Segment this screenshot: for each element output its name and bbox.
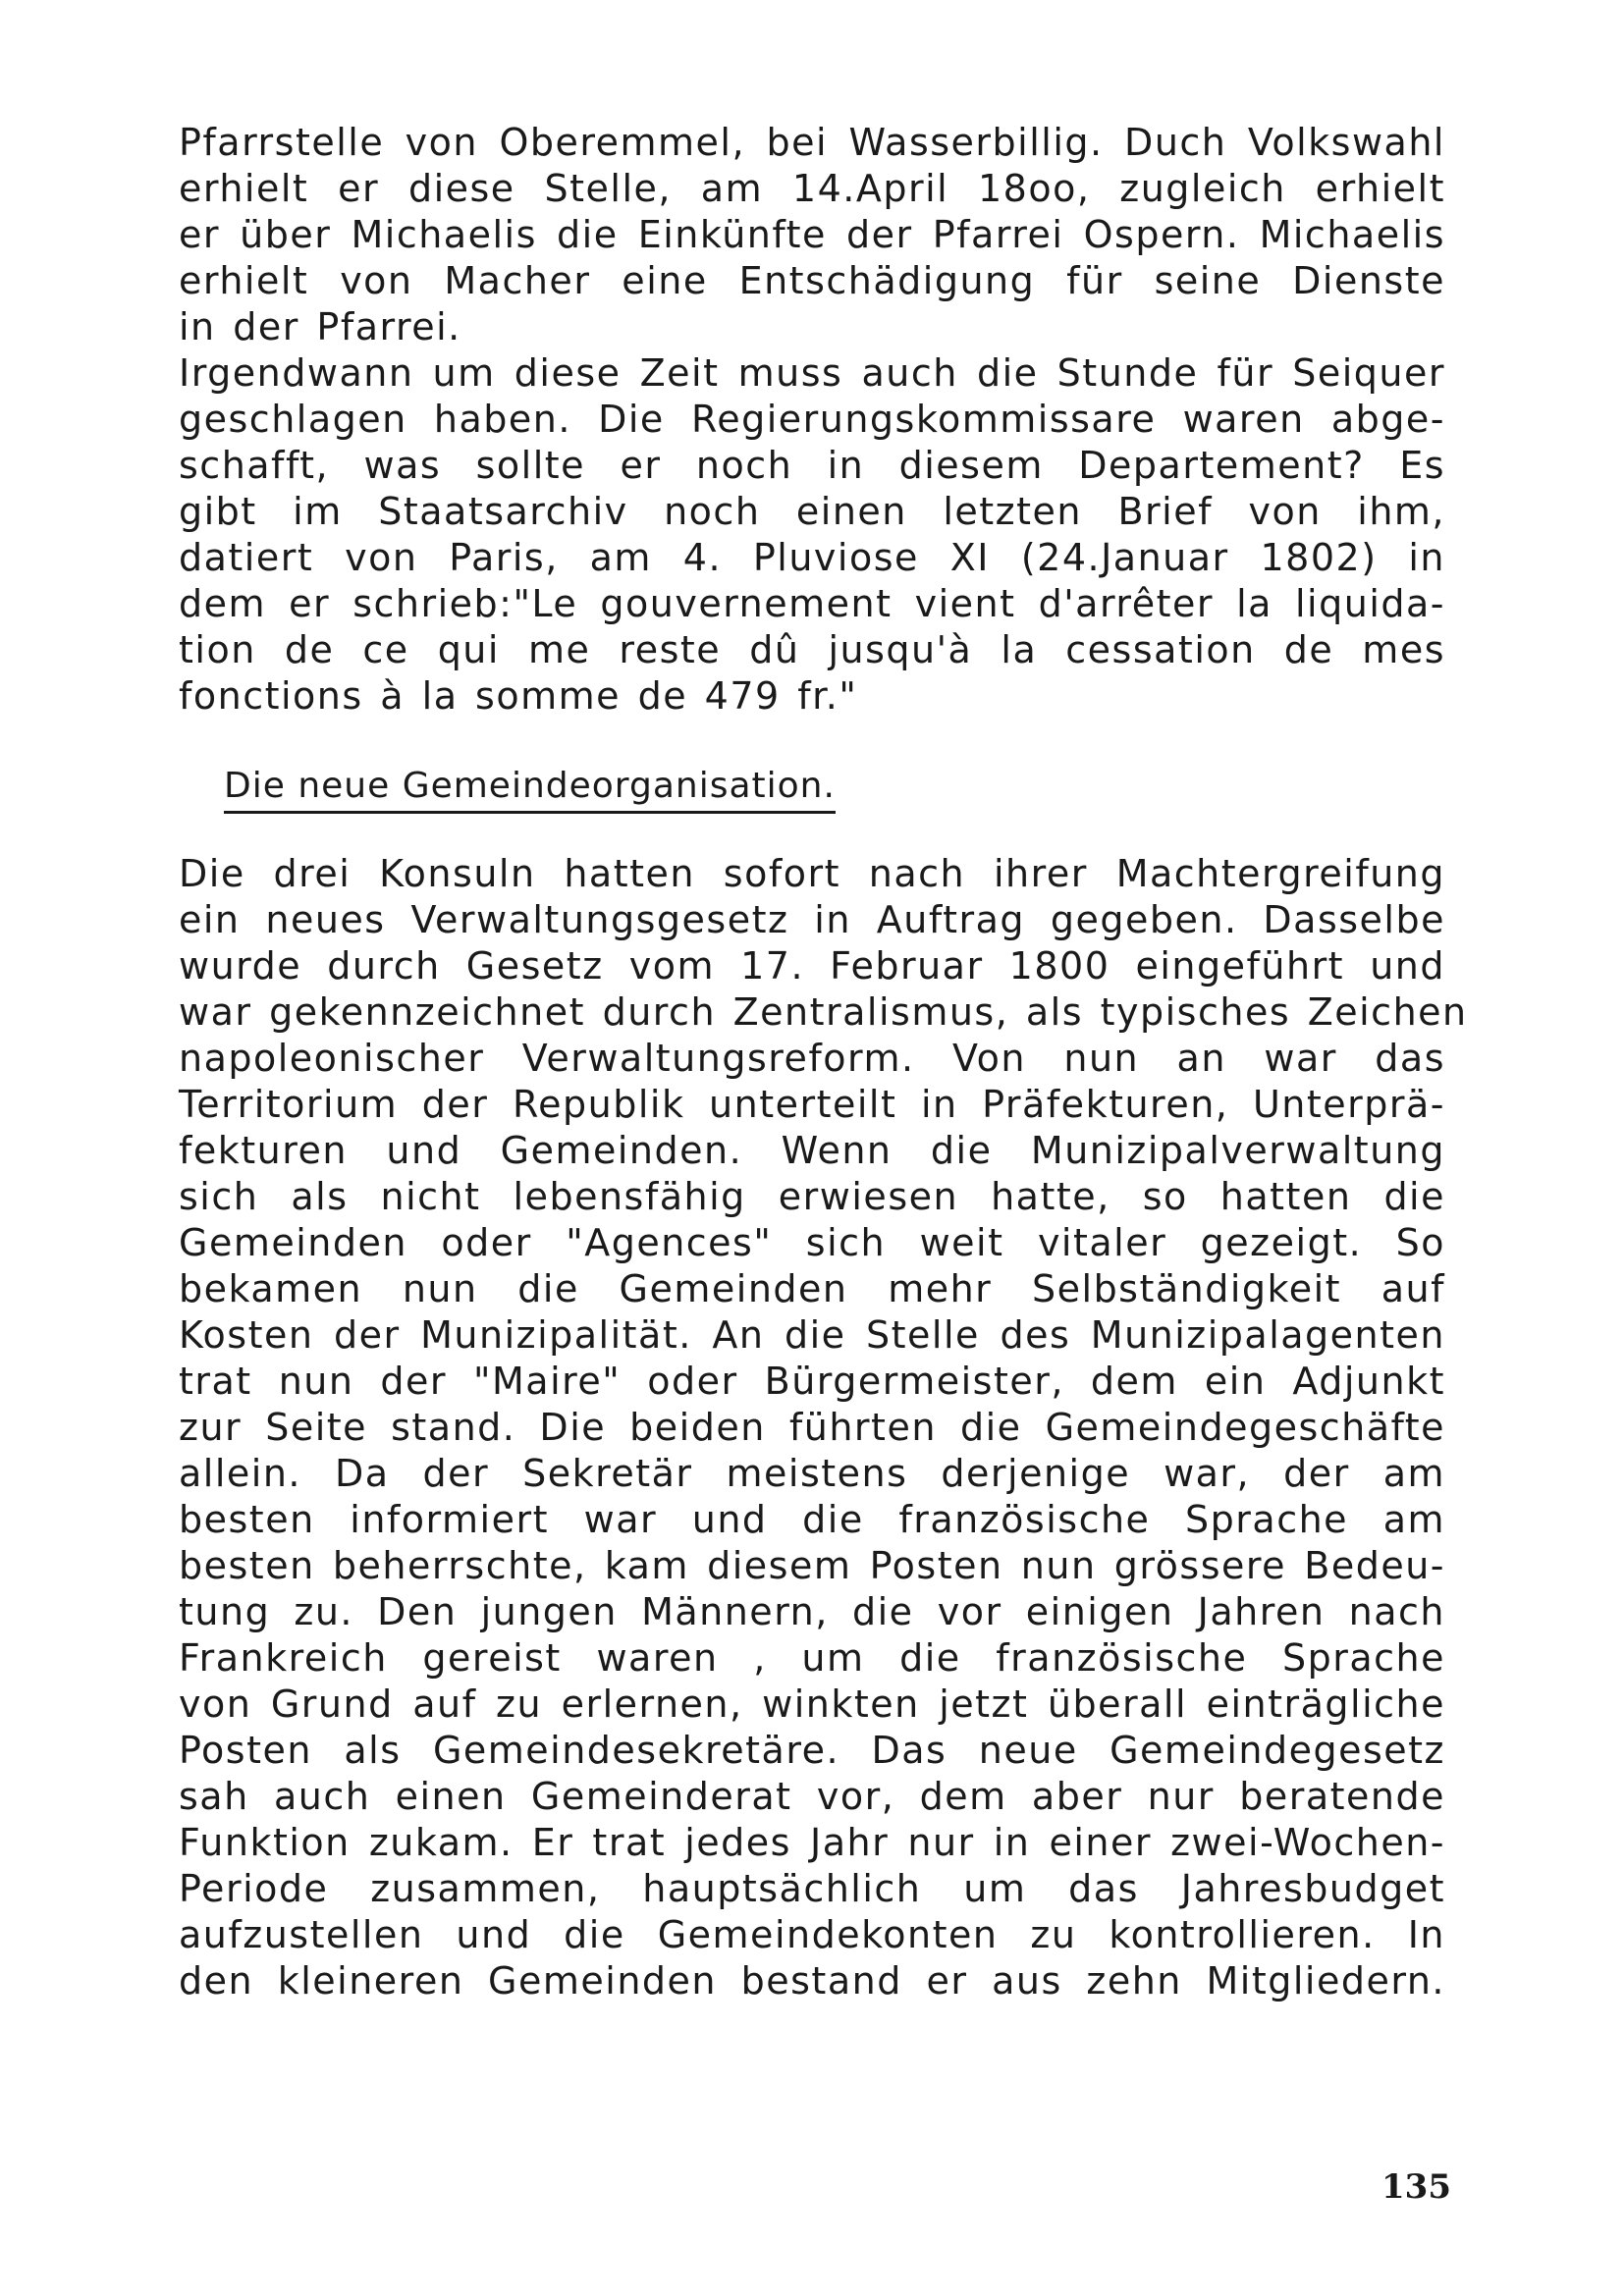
text-line: Kosten der Munizipalität. An die Stelle des Munizipalagenten (179, 1313, 1445, 1357)
text-line: gibt im Staatsarchiv noch einen letzten Brief von ihm, (179, 490, 1445, 533)
section-heading: Die neue Gemeindeorganisation. (224, 764, 836, 814)
text-line: er über Michaelis die Einkünfte der Pfarrei Ospern. Michaelis (179, 213, 1445, 256)
text-line: Posten als Gemeindesekretäre. Das neue Gemeindegesetz (179, 1729, 1445, 1772)
text-line: wurde durch Gesetz vom 17. Februar 1800 eingeführt und (179, 944, 1445, 988)
text-line: den kleineren Gemeinden bestand er aus zehn Mitgliedern. (179, 1959, 1445, 2002)
text-line: sich als nicht lebensfähig erwiesen hatte, so hatten die (179, 1175, 1445, 1218)
text-line: von Grund auf zu erlernen, winkten jetzt überall einträgliche (179, 1682, 1445, 1726)
text-line: in der Pfarrei. (179, 305, 461, 348)
paragraph-2 (179, 851, 1468, 2004)
text-line: tung zu. Den jungen Männern, die vor einigen Jahren nach (179, 1590, 1445, 1633)
text-line: Funktion zukam. Er trat jedes Jahr nur in einer zwei-Wochen- (179, 1821, 1445, 1864)
text-line: zur Seite stand. Die beiden führten die Gemeindegeschäfte (179, 1406, 1445, 1449)
text-line: schafft, was sollte er noch in diesem Departement? Es (179, 444, 1445, 487)
text-line: aufzustellen und die Gemeindekonten zu kontrollieren. In (179, 1913, 1445, 1956)
text-line: trat nun der "Maire" oder Bürgermeister, dem ein Adjunkt (179, 1360, 1445, 1403)
text-line: ein neues Verwaltungsgesetz in Auftrag gegeben. Dasselbe (179, 898, 1445, 941)
text-line: Frankreich gereist waren , um die französische Sprache (179, 1636, 1445, 1680)
text-line: geschlagen haben. Die Regierungskommissare waren abge- (179, 398, 1445, 441)
text-line: datiert von Paris, am 4. Pluviose XI (24.Januar 1802) in (179, 536, 1445, 579)
text-line: napoleonischer Verwaltungsreform. Von nun an war das (179, 1037, 1445, 1080)
text-line: dem er schrieb:"Le gouvernement vient d'arrêter la liquida- (179, 582, 1445, 625)
text-line: Pfarrstelle von Oberemmel, bei Wasserbillig. Duch Volkswahl (179, 121, 1445, 164)
text-line: war gekennzeichnet durch Zentralismus, als typisches Zeichen (179, 990, 1468, 1034)
text-line: besten beherrschte, kam diesem Posten nun grössere Bedeu- (179, 1544, 1445, 1587)
paragraph-1 (179, 120, 1445, 720)
page-number: 135 (1381, 2167, 1451, 2207)
text-line: besten informiert war und die französische Sprache am (179, 1498, 1445, 1541)
text-line: erhielt er diese Stelle, am 14.April 18oo, zugleich erhielt (179, 167, 1445, 210)
text-line: sah auch einen Gemeinderat vor, dem aber nur beratende (179, 1775, 1445, 1818)
text-line: Irgendwann um diese Zeit muss auch die Stunde für Seiquer (179, 351, 1445, 395)
text-line: Periode zusammen, hauptsächlich um das Jahresbudget (179, 1867, 1445, 1910)
text-line: fekturen und Gemeinden. Wenn die Munizipalverwaltung (179, 1129, 1445, 1172)
text-line: fonctions à la somme de 479 fr." (179, 674, 858, 718)
text-line: bekamen nun die Gemeinden mehr Selbständigkeit auf (179, 1267, 1445, 1310)
text-line: Die drei Konsuln hatten sofort nach ihrer Machtergreifung (179, 852, 1445, 895)
text-line: tion de ce qui me reste dû jusqu'à la cessation de mes (179, 628, 1445, 671)
text-line: erhielt von Macher eine Entschädigung für seine Dienste (179, 259, 1445, 302)
text-line: allein. Da der Sekretär meistens derjenige war, der am (179, 1452, 1445, 1495)
text-line: Gemeinden oder "Agences" sich weit vitaler gezeigt. So (179, 1221, 1445, 1264)
text-line: Territorium der Republik unterteilt in Präfekturen, Unterprä- (179, 1083, 1445, 1126)
